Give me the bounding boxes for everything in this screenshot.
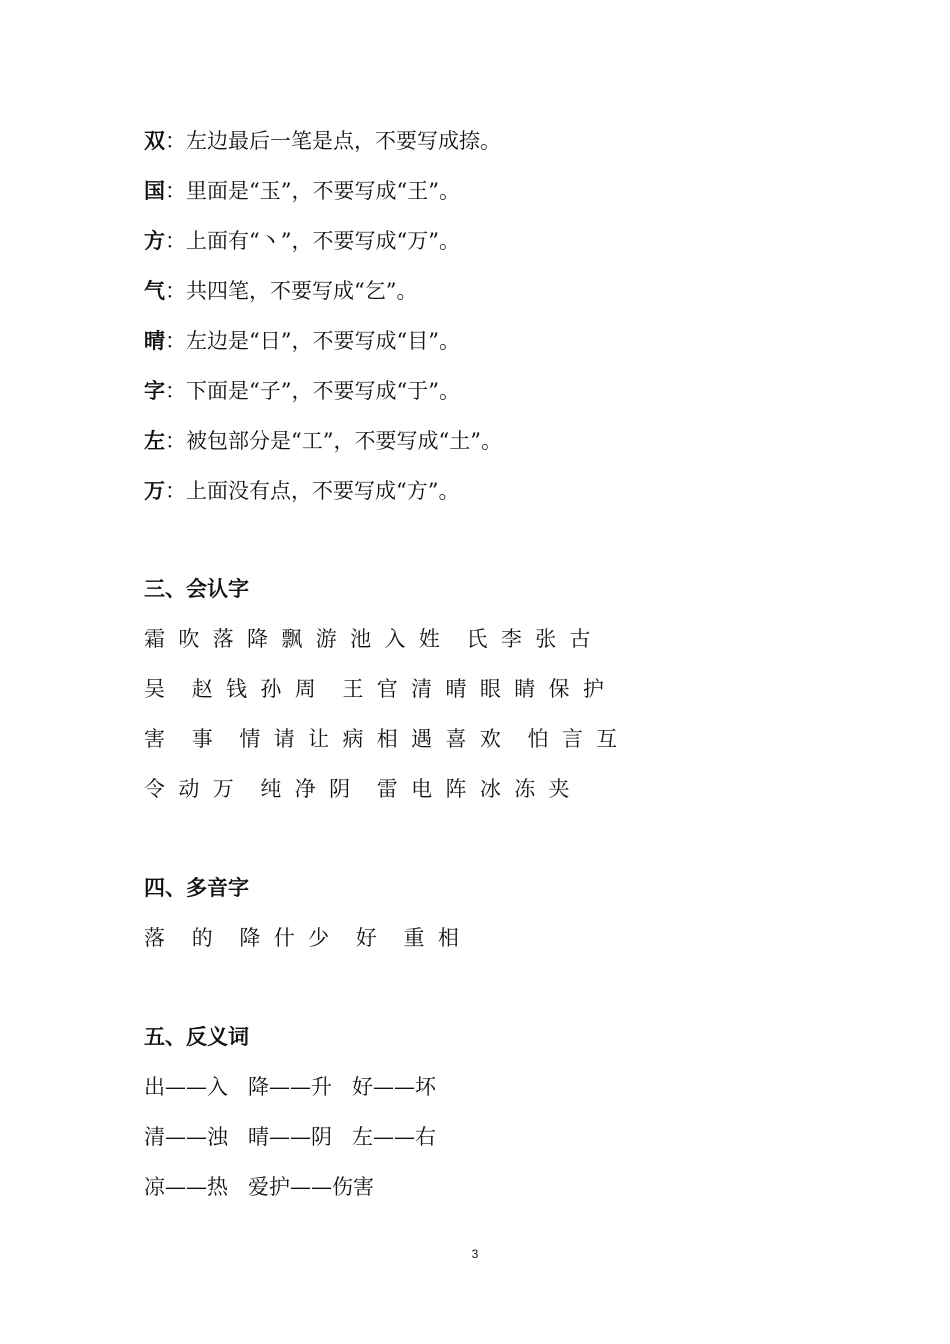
note-text: ：上面有“丶”，不要写成“万”。 (165, 229, 460, 253)
note-line (144, 126, 501, 156)
antonym-row: 清——浊 晴——阴 左——右 (144, 1125, 437, 1149)
note-text: ：上面没有点，不要写成“方”。 (165, 479, 460, 503)
note-char: 方 (144, 229, 165, 253)
note-char: 晴 (144, 329, 165, 353)
char-row: 落 的 降 什 少 好 重 相 (144, 926, 459, 950)
note-text: ：左边是“日”，不要写成“目”。 (165, 329, 460, 353)
section-heading-recognize: 三、会认字 (144, 577, 249, 601)
note-char: 万 (144, 479, 165, 503)
note-text: ：共四笔，不要写成“乞”。 (165, 279, 418, 303)
note-char: 国 (144, 179, 165, 203)
note-line (144, 376, 460, 406)
note-text: ：里面是“玉”，不要写成“王”。 (165, 179, 460, 203)
char-row: 令 动 万 纯 净 阴 雷 电 阵 冰 冻 夹 (144, 777, 570, 801)
note-line (144, 426, 502, 456)
note-line (144, 226, 460, 256)
page-number: 3 (471, 1247, 479, 1261)
note-text: ：左边最后一笔是点，不要写成捺。 (165, 129, 501, 153)
note-text: ：下面是“子”，不要写成“于”。 (165, 379, 460, 403)
antonym-row: 出——入 降——升 好——坏 (144, 1075, 437, 1099)
note-line (144, 476, 459, 506)
section-heading-antonyms: 五、反义词 (144, 1025, 249, 1049)
note-line (144, 276, 417, 306)
char-row: 霜 吹 落 降 飘 游 池 入 姓 氏 李 张 古 (144, 627, 591, 651)
antonym-row: 凉——热 爱护——伤害 (144, 1175, 375, 1199)
char-row: 害 事 情 请 让 病 相 遇 喜 欢 怕 言 互 (144, 727, 618, 751)
char-row: 吴 赵 钱 孙 周 王 官 清 晴 眼 睛 保 护 (144, 677, 604, 701)
note-char: 字 (144, 379, 165, 403)
note-line (144, 176, 460, 206)
note-line (144, 326, 460, 356)
note-char: 气 (144, 279, 165, 303)
note-char: 左 (144, 429, 165, 453)
note-char: 双 (144, 129, 165, 153)
note-text: ：被包部分是“工”，不要写成“土”。 (165, 429, 502, 453)
section-heading-polyphonic: 四、多音字 (144, 876, 249, 900)
